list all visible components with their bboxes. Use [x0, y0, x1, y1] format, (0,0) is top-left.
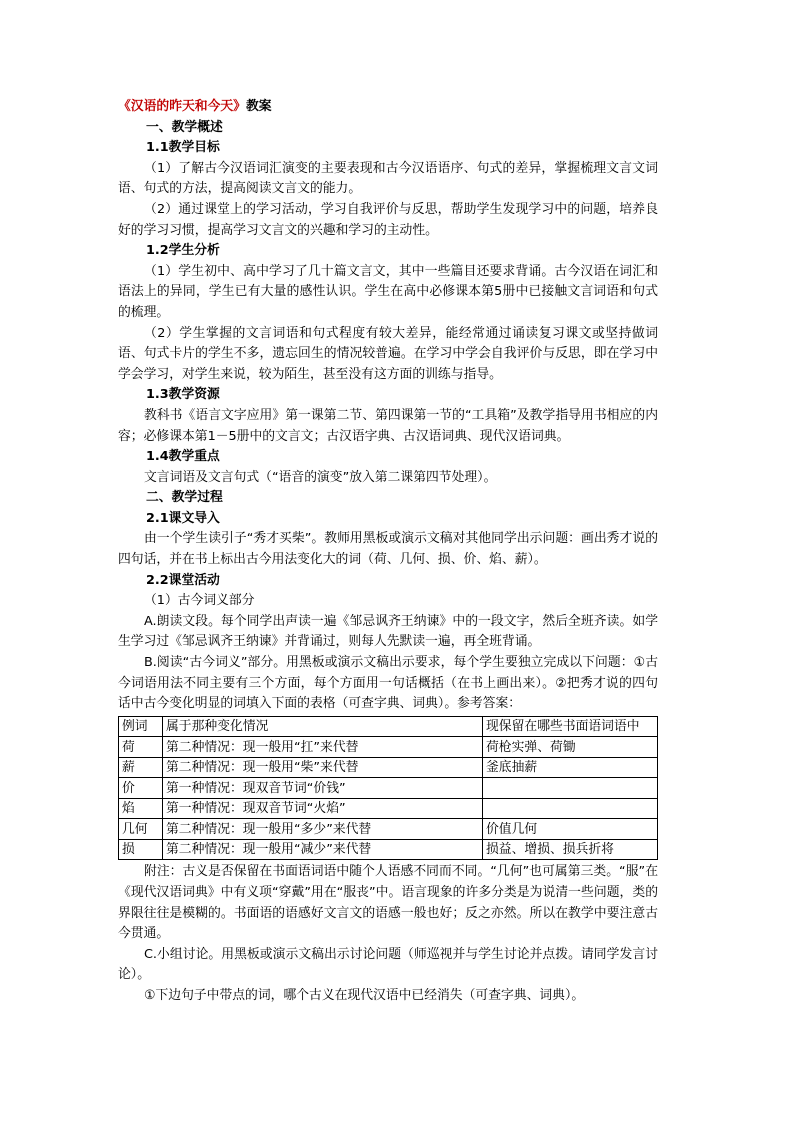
- section-heading-overview: 一、教学概述: [146, 119, 223, 135]
- table-row: [119, 839, 658, 860]
- title-suffix: 教案: [245, 99, 272, 114]
- table-cell: 荷枪实弹、荷锄: [483, 737, 658, 758]
- paragraph-question-1: ①下边句子中带点的词，哪个古义在现代汉语中已经消失（可查字典、词典）。: [144, 987, 585, 1003]
- table-cell: 损益、增损、损兵折将: [483, 839, 658, 860]
- table-row: [119, 798, 658, 819]
- table-cell: 几何: [119, 819, 163, 840]
- table-cell: 损: [119, 839, 163, 860]
- subheading-intro: 2.1课文导入: [146, 510, 220, 526]
- table-cell: 第二种情况：现一般用“柴”来代替: [163, 757, 483, 778]
- table-cell: 第一种情况：现双音节词“火焰”: [163, 798, 483, 819]
- paragraph-resources: 教科书《语言文字应用》第一课第二节、第四课第一节的“工具箱”及教学指导用书相应的内容；必修课本第1－5册中的文言文；古汉语字典、古汉语词典、现代汉语词典。: [118, 407, 658, 444]
- paragraph-goal-1: （1）了解古今汉语词汇演变的主要表现和古今汉语语序、句式的差异，掌握梳理文言文词语、句式的方法，提高阅读文言文的能力。: [118, 160, 658, 197]
- subheading-goals: 1.1教学目标: [146, 140, 220, 156]
- paragraph-note: 附注：古义是否保留在书面语词语中随个人语感不同而不同。“几何”也可属第三类。“服”在《现代汉语词典》中有义项“穿戴”用在“服丧”中。语言现象的许多分类是为说清一些问题，类的界限往往是模糊的。书面语的语感好文言文的语感一般也好；反之亦然。所以在教学中要注意古今贯通。: [118, 864, 658, 942]
- title-main: 《汉语的昨天和今天》: [118, 99, 246, 114]
- table-cell: 价: [119, 778, 163, 799]
- paragraph-analysis-1: （1）学生初中、高中学习了几十篇文言文，其中一些篇目还要求背诵。古今汉语在词汇和语法上的异同，学生已有大量的感性认识。学生在高中必修课本第5册中已接触文言词语和句式的梳理。: [118, 263, 658, 320]
- table-row: [119, 737, 658, 758]
- table-header-cell: 例词: [119, 716, 163, 737]
- paragraph-step-a: A.朗读文段。每个同学出声读一遍《邹忌讽齐王纳谏》中的一段文字，然后全班齐读。如学生学习过《邹忌讽齐王纳谏》并背诵过，则每人先默读一遍，再全班背诵。: [118, 613, 658, 650]
- table-cell: [483, 798, 658, 819]
- subheading-activities: 2.2课堂活动: [146, 572, 220, 588]
- paragraph-analysis-2: （2）学生掌握的文言词语和句式程度有较大差异，能经常通过诵读复习课文或坚持做词语、句式卡片的学生不多，遗忘回生的情况较普遍。在学习中学会自我评价与反思，即在学习中学会学习，对学生来说，较为陌生，甚至没有这方面的训练与指导。: [118, 325, 658, 382]
- subheading-resources: 1.3教学资源: [146, 387, 220, 403]
- paragraph-goal-2: （2）通过课堂上的学习活动，学习自我评价与反思，帮助学生发现学习中的问题，培养良好的学习习惯，提高学习文言文的兴趣和学习的主动性。: [118, 201, 658, 238]
- table-header-cell: 属于那种变化情况: [163, 716, 483, 737]
- table-cell: [483, 778, 658, 799]
- document-body: [118, 97, 658, 1006]
- paragraph-step-c: C.小组讨论。用黑板或演示文稿出示讨论问题（师巡视并与学生讨论并点拨。请同学发言讨论）。: [118, 946, 658, 983]
- table-header-row: [119, 716, 658, 737]
- table-cell: 第二种情况：现一般用“多少”来代替: [163, 819, 483, 840]
- table-row: [119, 819, 658, 840]
- subheading-student-analysis: 1.2学生分析: [146, 243, 220, 259]
- table-cell: 第二种情况：现一般用“减少”来代替: [163, 839, 483, 860]
- paragraph-key-points: 文言词语及文言句式（“语音的演变”放入第二课第四节处理）。: [144, 469, 497, 485]
- paragraph-intro: 由一个学生读引子“秀才买柴”。教师用黑板或演示文稿对其他同学出示问题：画出秀才说的四句话，并在书上标出古今用法变化大的词（荷、几何、损、价、焰、薪）。: [118, 531, 658, 568]
- table-cell: 第一种情况：现双音节词“价钱”: [163, 778, 483, 799]
- table-cell: 釜底抽薪: [483, 757, 658, 778]
- table-row: [119, 757, 658, 778]
- document-title: [118, 97, 658, 118]
- table-cell: 第二种情况：现一般用“扛”来代替: [163, 737, 483, 758]
- section-heading-process: 二、教学过程: [146, 490, 223, 506]
- table-row: [119, 778, 658, 799]
- answer-table: [118, 716, 658, 861]
- table-cell: 荷: [119, 737, 163, 758]
- table-cell: 价值几何: [483, 819, 658, 840]
- paragraph-part-1: （1）古今词义部分: [144, 593, 255, 609]
- table-cell: 焰: [119, 798, 163, 819]
- table-cell: 薪: [119, 757, 163, 778]
- table-header-cell: 现保留在哪些书面语词语中: [483, 716, 658, 737]
- subheading-key-points: 1.4教学重点: [146, 449, 220, 465]
- paragraph-step-b: B.阅读“古今词义”部分。用黑板或演示文稿出示要求，每个学生要独立完成以下问题：①古今词语用法不同主要有三个方面，每个方面用一句话概括（在书上画出来）。②把秀才说的四句话中古今变化明显的词填入下面的表格（可查字典、词典）。参考答案：: [118, 655, 658, 712]
